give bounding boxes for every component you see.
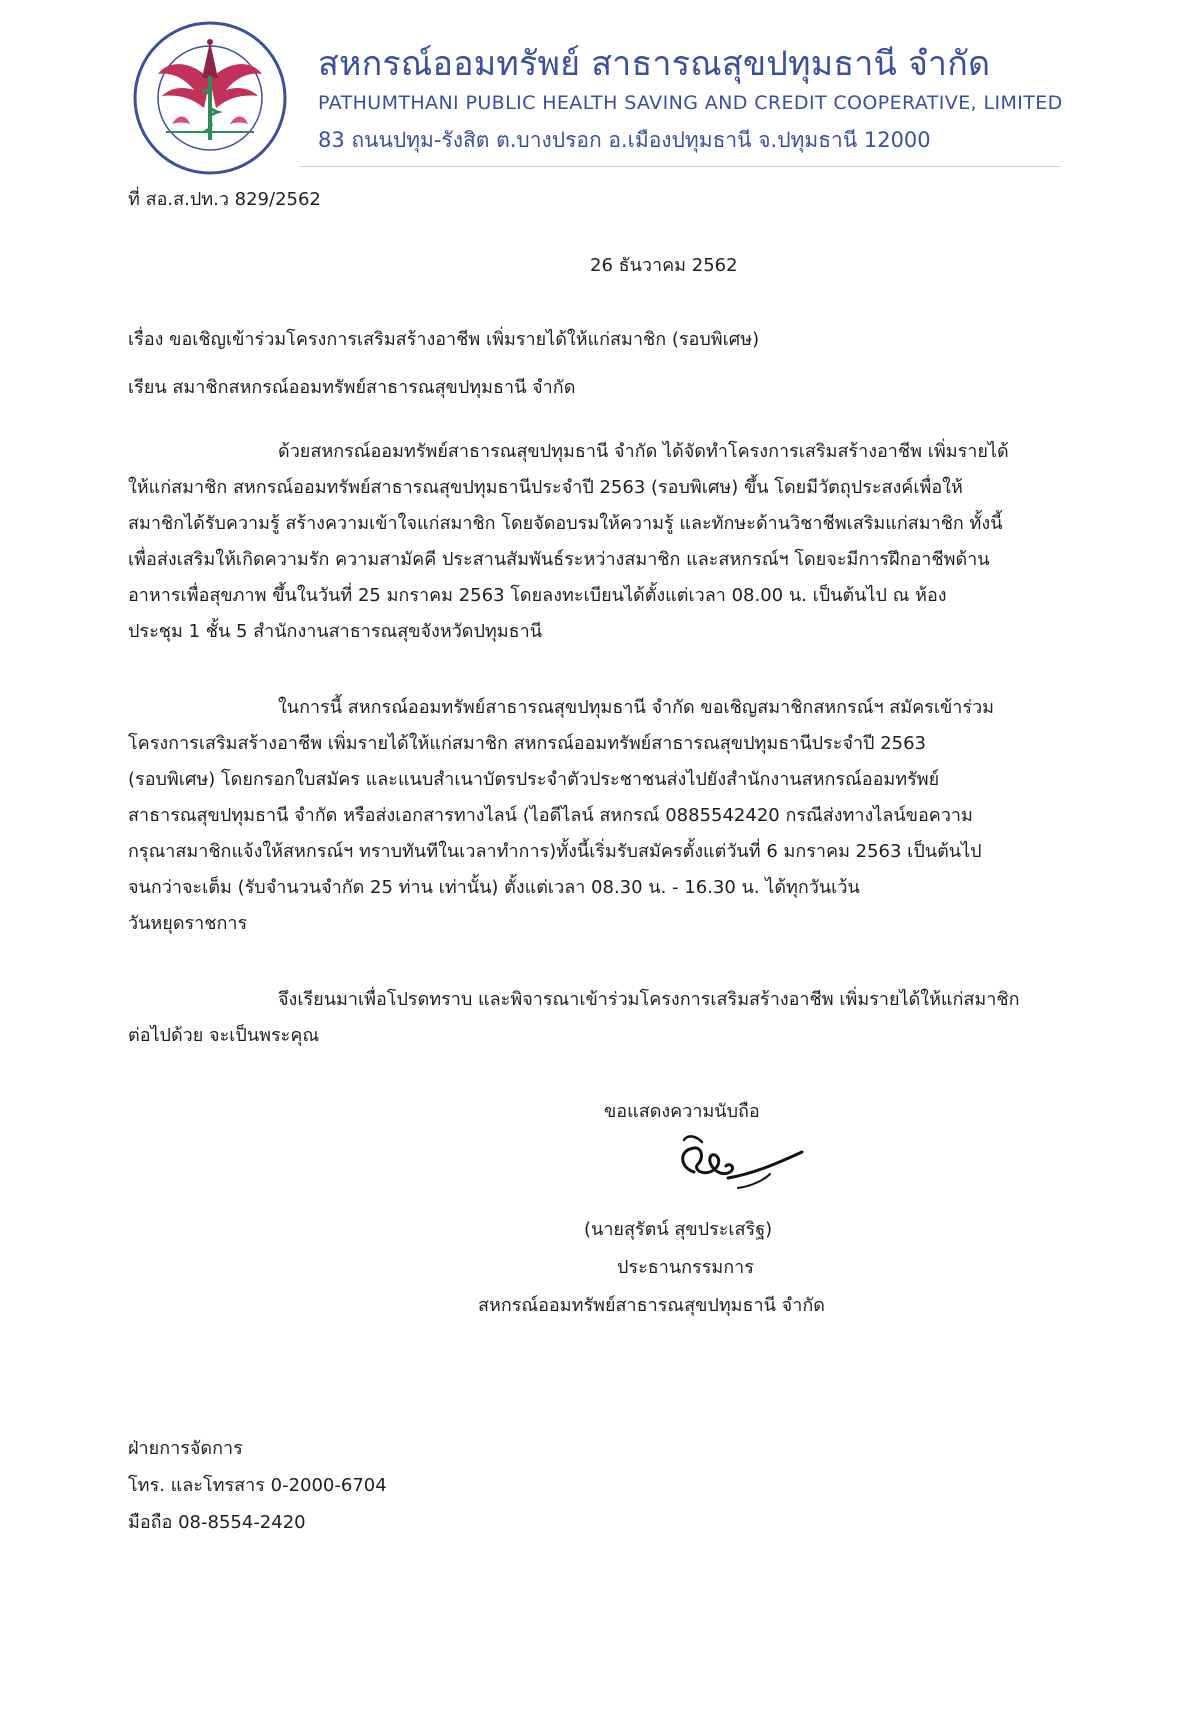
letter-date: 26 ธันวาคม 2562 xyxy=(590,255,738,276)
paragraph-line: อาหารเพื่อสุขภาพ ขึ้นในวันที่ 25 มกราคม 2563 โดยลงทะเบียนได้ตั้งแต่เวลา 08.00 น. เป็นต้นไป ณ ห้อง xyxy=(128,585,947,606)
signer-name: (นายสุรัตน์ สุขประเสริฐ) xyxy=(584,1219,773,1240)
paragraph-line: ต่อไปด้วย จะเป็นพระคุณ xyxy=(128,1025,320,1046)
paragraph-line: ด้วยสหกรณ์ออมทรัพย์สาธารณสุขปทุมธานี จำกัด ได้จัดทำโครงการเสริมสร้างอาชีพ เพิ่มรายได้ xyxy=(278,441,1009,462)
reference-number: ที่ สอ.ส.ปท.ว 829/2562 xyxy=(128,189,321,210)
paragraph-line: จนกว่าจะเต็ม (รับจำนวนจำกัด 25 ท่าน เท่านั้น) ตั้งแต่เวลา 08.30 น. - 16.30 น. ได้ทุกวันเว้น xyxy=(128,877,860,898)
paragraph-line: ให้แก่สมาชิก สหกรณ์ออมทรัพย์สาธารณสุขปทุมธานีประจำปี 2563 (รอบพิเศษ) ขึ้น โดยมีวัตถุประสงค์เพื่อให้ xyxy=(128,477,963,498)
paragraph-line: จึงเรียนมาเพื่อโปรดทราบ และพิจารณาเข้าร่วมโครงการเสริมสร้างอาชีพ เพิ่มรายได้ให้แก่สมาชิก xyxy=(278,989,1020,1010)
signature-icon xyxy=(672,1128,812,1200)
body-paragraph-3 xyxy=(128,982,1114,1054)
cooperative-logo-icon xyxy=(132,20,288,176)
closing-salutation: ขอแสดงความนับถือ xyxy=(604,1101,760,1122)
org-address: 83 ถนนปทุม-รังสิต ต.บางปรอก อ.เมืองปทุมธานี จ.ปทุมธานี 12000 xyxy=(318,128,931,152)
paragraph-line: ประชุม 1 ชั้น 5 สำนักงานสาธารณสุขจังหวัดปทุมธานี xyxy=(128,621,543,642)
paragraph-line: เพื่อส่งเสริมให้เกิดความรัก ความสามัคคี ประสานสัมพันธ์ระหว่างสมาชิก และสหกรณ์ฯ โดยจะมีการฝึกอาชีพด้าน xyxy=(128,549,990,570)
paragraph-line: โครงการเสริมสร้างอาชีพ เพิ่มรายได้ให้แก่สมาชิก สหกรณ์ออมทรัพย์สาธารณสุขปทุมธานีประจำปี 2563 xyxy=(128,733,927,754)
paragraph-line: กรุณาสมาชิกแจ้งให้สหกรณ์ฯ ทราบทันทีในเวลาทำการ)ทั้งนี้เริ่มรับสมัครตั้งแต่วันที่ 6 มกราคม 2563 เป็นต้นไป xyxy=(128,841,982,862)
paragraph-line: วันหยุดราชการ xyxy=(128,913,248,934)
letter-recipient: เรียน สมาชิกสหกรณ์ออมทรัพย์สาธารณสุขปทุมธานี จำกัด xyxy=(128,377,576,398)
footer-department: ฝ่ายการจัดการ xyxy=(128,1438,243,1459)
body-paragraph-1 xyxy=(128,434,1114,650)
letter-subject: เรื่อง ขอเชิญเข้าร่วมโครงการเสริมสร้างอาชีพ เพิ่มรายได้ให้แก่สมาชิก (รอบพิเศษ) xyxy=(128,329,760,350)
paragraph-line: ในการนี้ สหกรณ์ออมทรัพย์สาธารณสุขปทุมธานี จำกัด ขอเชิญสมาชิกสหกรณ์ฯ สมัครเข้าร่วม xyxy=(278,697,995,718)
footer-mobile: มือถือ 08-8554-2420 xyxy=(128,1512,306,1533)
paragraph-line: สมาชิกได้รับความรู้ สร้างความเข้าใจแก่สมาชิก โดยจัดอบรมให้ความรู้ และทักษะด้านวิชาชีพเสริมแก่สมาชิก ทั้งนี้ xyxy=(128,513,1003,534)
org-name-thai: สหกรณ์ออมทรัพย์ สาธารณสุขปทุมธานี จำกัด xyxy=(318,44,991,84)
footer-telephone: โทร. และโทรสาร 0-2000-6704 xyxy=(128,1475,387,1496)
body-paragraph-2 xyxy=(128,690,1114,942)
org-name-english: PATHUMTHANI PUBLIC HEALTH SAVING AND CREDIT COOPERATIVE, LIMITED xyxy=(318,92,1063,114)
paragraph-line: สาธารณสุขปทุมธานี จำกัด หรือส่งเอกสารทางไลน์ (ไอดีไลน์ สหกรณ์ 0885542420 กรณีส่งทางไลน์ขอความ xyxy=(128,805,973,826)
signer-organization: สหกรณ์ออมทรัพย์สาธารณสุขปทุมธานี จำกัด xyxy=(478,1295,825,1316)
header-divider xyxy=(300,166,1060,167)
paragraph-line: (รอบพิเศษ) โดยกรอกใบสมัคร และแนบสำเนาบัตรประจำตัวประชาชนส่งไปยังสำนักงานสหกรณ์ออมทรัพย์ xyxy=(128,769,940,790)
signer-position: ประธานกรรมการ xyxy=(617,1257,754,1278)
